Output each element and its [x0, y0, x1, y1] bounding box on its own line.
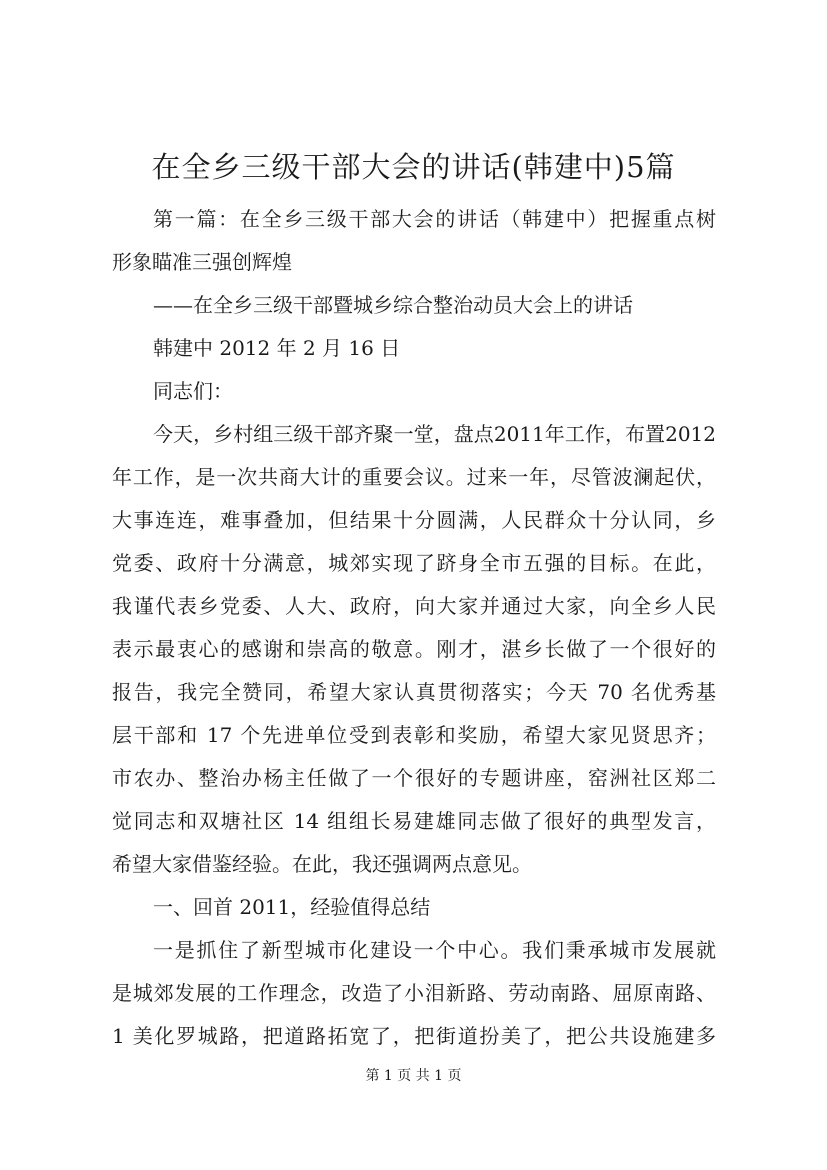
paragraph-line: 层干部和 17 个先进单位受到表彰和奖励，希望大家见贤思齐； [112, 723, 716, 747]
paragraph-line: 一是抓住了新型城市化建设一个中心。我们秉承城市发展就 [153, 938, 716, 962]
paragraph-line: 报告，我完全赞同，希望大家认真贯彻落实；今天 70 名优秀基 [112, 680, 716, 704]
paragraph-line: 同志们： [153, 379, 233, 403]
paragraph-line: 党委、政府十分满意，城郊实现了跻身全市五强的目标。在此， [112, 551, 716, 575]
paragraph-line: 韩建中 2012 年 2 月 16 日 [153, 336, 401, 360]
paragraph-line: 我谨代表乡党委、人大、政府，向大家并通过大家，向全乡人民 [112, 594, 716, 618]
paragraph-line: 年工作，是一次共商大计的重要会议。过来一年，尽管波澜起伏， [112, 465, 716, 489]
paragraph-line: 1 美化罗城路，把道路拓宽了，把街道扮美了，把公共设施建多 [112, 1024, 716, 1048]
document-title: 在全乡三级干部大会的讲话(韩建中)5篇 [151, 150, 676, 184]
paragraph-line: 希望大家借鉴经验。在此，我还强调两点意见。 [112, 852, 532, 876]
document-body [112, 198, 716, 1058]
paragraph-line: ——在全乡三级干部暨城乡综合整治动员大会上的讲话 [153, 293, 633, 317]
paragraph-line: 市农办、整治办杨主任做了一个很好的专题讲座，窑洲社区郑二 [112, 766, 716, 790]
paragraph-line: 觉同志和双塘社区 14 组组长易建雄同志做了很好的典型发言， [112, 809, 716, 833]
paragraph-line: 大事连连，难事叠加，但结果十分圆满，人民群众十分认同，乡 [112, 508, 716, 532]
paragraph-line: 表示最衷心的感谢和崇高的敬意。刚才，湛乡长做了一个很好的 [112, 637, 716, 661]
paragraph-line: 是城郊发展的工作理念，改造了小泪新路、劳动南路、屈原南路、 [112, 981, 716, 1005]
page-footer: 第 1 页 共 1 页 [365, 1068, 462, 1084]
paragraph-line: 第一篇：在全乡三级干部大会的讲话（韩建中）把握重点树 [153, 207, 716, 231]
paragraph-line: 形象瞄准三强创辉煌 [112, 250, 292, 274]
section-heading: 一、回首 2011，经验值得总结 [153, 895, 431, 919]
paragraph-line: 今天，乡村组三级干部齐聚一堂，盘点2011年工作，布置2012 [153, 422, 716, 446]
